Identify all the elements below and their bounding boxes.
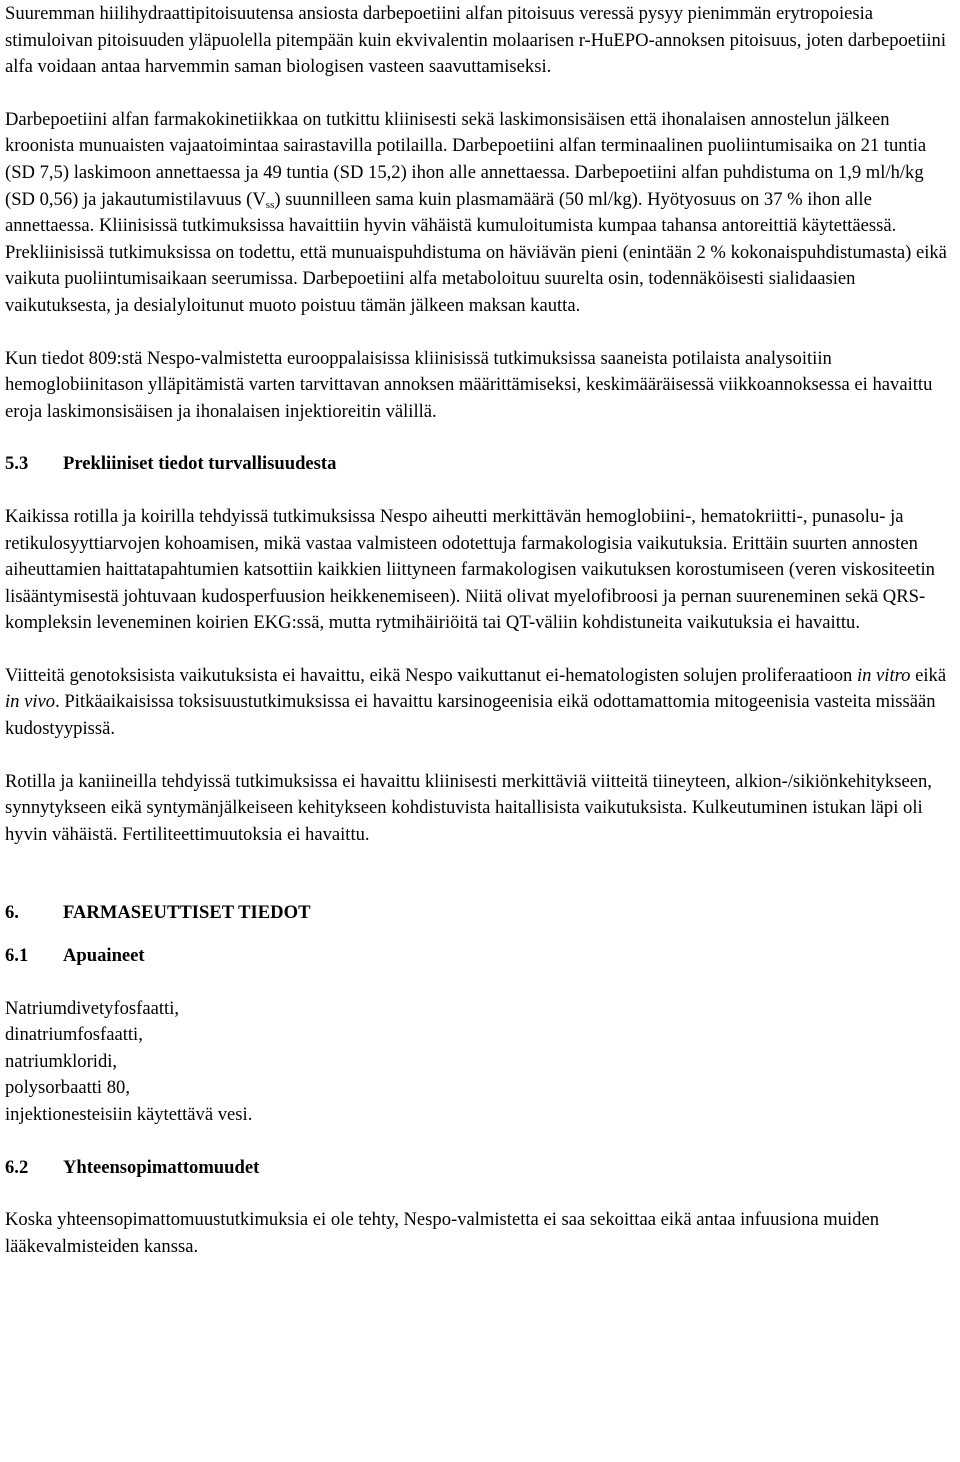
section-heading-5-3 [5,451,955,478]
section-title: FARMASEUTTISET TIEDOT [63,902,311,924]
list-item: Natriumdivetyfosfaatti, [5,997,180,1019]
paragraph-genotoxicity [5,663,955,743]
section-heading-6-2 [5,1155,955,1182]
pk-text-part2: ) suunnilleen sama kuin plasmamäärä (50 ml/kg). Hyötyosuus on 37 % ihon alle annettaessa. Kliinisissä tutkimuksissa havaittiin hyvin vähäistä kumuloitumista kumpaa tahansa antoreittiä käytettäessä. Prekliinisissä tutkimuksissa on todettu, että munuaispuhdistuma on häviävän pieni (enintään 2 % kokonaispuhdistumasta) eikä vaikuta puoliintumisaikaan seerumissa. Darbepoetiini alfa metaboloituu suurelta osin, todennäköisesti sialidaasien vaikutuksesta, ja desialyloitunut muoto poistuu tämän jälkeen maksan kautta. [5,188,947,316]
paragraph-animal-studies: Kaikissa rotilla ja koirilla tehdyissä tutkimuksissa Nespo aiheutti merkittävän hemoglobiini-, hematokriitti-, punasolu- ja retikulosyyttiarvojen kohoamisen, mikä vastaa valmisteen odotettuja farmakologisia vaikutuksia. Erittäin suurten annosten aiheuttamien haittatapahtumien katsottiin kaikkien liittyneen farmakologisen vaikutuksen korostumiseen (veren viskositeetin lisääntymisestä johtuvaan kudosperfuusion heikkenemiseen). Niitä olivat myelofibroosi ja pernan suureneminen sekä QRS-kompleksin leveneminen koirien EKG:ssä, mutta rytmihäiriöitä tai QT-väliin kohdistuneita vaikutuksia ei havaittu. [5,505,935,634]
list-item: polysorbaatti 80, [5,1077,130,1099]
genotox-text-part1: Viitteitä genotoksisista vaikutuksista ei havaittu, eikä Nespo vaikuttanut ei-hematologisten solujen proliferaatioon [5,664,857,686]
excipient-list [5,996,955,1129]
section-number: 6.2 [5,1156,29,1178]
genotox-text-part3: . Pitkäaikaisissa toksisuustutkimuksissa ei havaittu karsinogeenisia eikä odottamattomia mitogeenisia vasteita missään kudostyypissä. [5,691,936,740]
section-title: Prekliiniset tiedot turvallisuudesta [63,453,337,475]
genotox-italic-in-vitro: in vitro [856,664,911,686]
list-item: natriumkloridi, [5,1050,118,1072]
list-item: injektionesteisiin käytettävä vesi. [5,1104,253,1125]
paragraph-incompatibilities: Koska yhteensopimattomuustutkimuksia ei ole tehty, Nespo-valmistetta ei saa sekoittaa eikä antaa infuusiona muiden lääkevalmisteiden kanssa. [5,1209,880,1257]
genotox-text-part2: eikä [910,664,947,686]
section-number: 6. [5,902,19,924]
section-title: Apuaineet [63,945,145,967]
paragraph-reproductive-toxicity: Rotilla ja kaniineilla tehdyissä tutkimuksissa ei havaittu kliinisesti merkittäviä viitteitä tiineyteen, alkion-/sikiönkehitykseen, synnytykseen eikä syntymänjälkeiseen kehitykseen kohdistuvista haitallisista vaikutuksista. Kulkeutuminen istukan läpi oli hyvin vähäistä. Fertiliteettimuutoksia ei havaittu. [5,770,932,845]
section-heading-6 [5,900,955,927]
pk-subscript: ss [265,198,275,211]
list-item: dinatriumfosfaatti, [5,1024,143,1046]
genotox-italic-in-vivo: in vivo [5,691,56,713]
section-title: Yhteensopimattomuudet [63,1156,260,1178]
section-number: 5.3 [5,453,29,475]
document-page [5,1,955,1260]
paragraph-carbohydrate-content: Suuremman hiilihydraattipitoisuutensa ansiosta darbepoetiini alfan pitoisuus veressä pysyy pienimmän erytropoiesia stimuloivan pitoisuuden yläpuolella pitempään kuin ekvivalentin molaarisen r-HuEPO-annoksen pitoisuus, joten darbepoetiini alfa voidaan antaa harvemmin saman biologisen vasteen saavuttamiseksi. [5,3,947,78]
section-number: 6.1 [5,945,29,967]
paragraph-pharmacokinetics [5,107,955,320]
section-heading-6-1 [5,943,955,970]
pk-text-part1: Darbepoetiini alfan farmakokinetiikkaa on tutkittu kliinisesti sekä laskimonsisäisen että ihonalaisen annostelun jälkeen kroonista munuaisten vajaatoimintaa sairastavilla potilailla. Darbepoetiini alfan terminaalinen puoliintumisaika on 21 tuntia (SD 7,5) laskimoon annettaessa ja 49 tuntia (SD 15,2) ihon alle annettaessa. Darbepoetiini alfan puhdistuma on 1,9 ml/h/kg (SD 0,56) ja jakautumistilavuus (V [5,108,927,210]
paragraph-european-trials: Kun tiedot 809:stä Nespo-valmistetta eurooppalaisissa kliinisissä tutkimuksissa saaneista potilaista analysoitiin hemoglobiinitason ylläpitämistä varten tarvittavan annoksen määrittämiseksi, keskimääräisessä viikkoannoksessa ei havaittu eroja laskimonsisäisen ja ihonalaisen injektioreitin välillä. [5,347,933,422]
